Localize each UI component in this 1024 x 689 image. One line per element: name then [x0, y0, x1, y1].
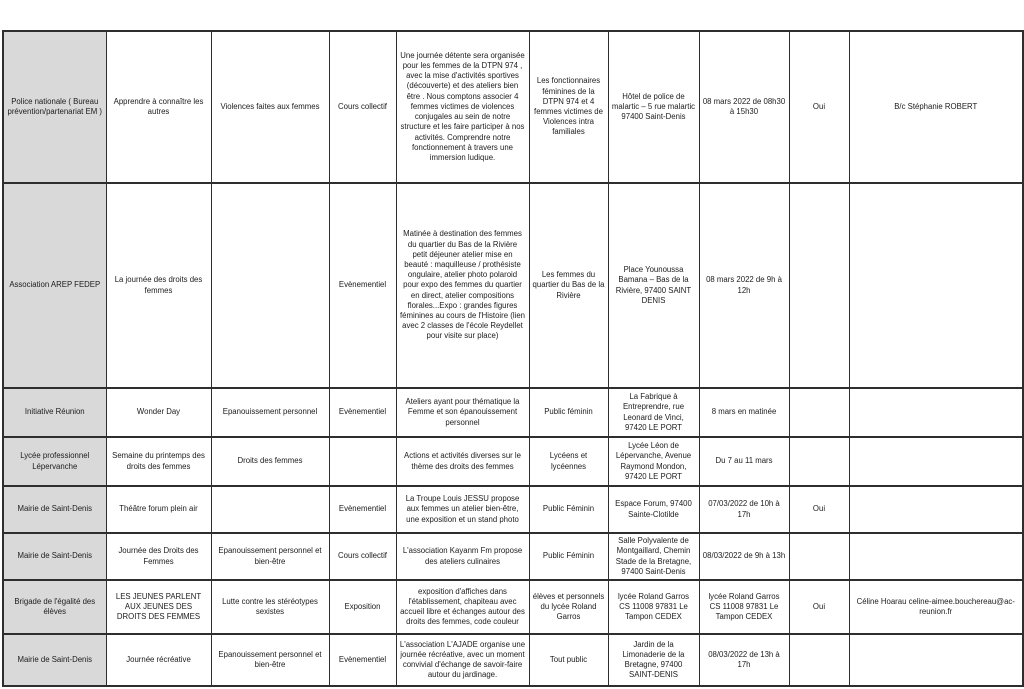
cell-open-to-public: [789, 183, 849, 388]
cell-date: Du 7 au 11 mars: [699, 437, 789, 486]
cell-description: L'association L'AJADE organise une journée récréative, avec un moment convivial d'échange de savoir-faire autour du jardinage.: [396, 634, 529, 686]
cell-contact: [849, 486, 1023, 533]
cell-public: Public Féminin: [529, 486, 608, 533]
cell-type: Evènementiel: [329, 486, 396, 533]
cell-date: 08 mars 2022 de 08h30 à 15h30: [699, 31, 789, 183]
cell-open-to-public: Oui: [789, 31, 849, 183]
cell-type: [329, 437, 396, 486]
cell-date: lycée Roland Garros CS 11008 97831 Le Tampon CEDEX: [699, 580, 789, 634]
cell-public: Public Féminin: [529, 533, 608, 580]
cell-open-to-public: [789, 437, 849, 486]
table-row: [3, 31, 1023, 183]
cell-location: Place Younoussa Bamana – Bas de la Rivière, 97400 SAINT DENIS: [608, 183, 699, 388]
cell-action-title: Théâtre forum plein air: [106, 486, 211, 533]
cell-public: Tout public: [529, 634, 608, 686]
events-table: [2, 30, 1024, 687]
cell-description: exposition d'affiches dans l'établissement, chapiteau avec accueil libre et échanges autour des droits des femmes, code couleur: [396, 580, 529, 634]
cell-open-to-public: [789, 634, 849, 686]
cell-action-title: Journée récréative: [106, 634, 211, 686]
cell-location: lycée Roland Garros CS 11008 97831 Le Tampon CEDEX: [608, 580, 699, 634]
cell-theme: Droits des femmes: [211, 437, 329, 486]
cell-action-title: LES JEUNES PARLENT AUX JEUNES DES DROITS DES FEMMES: [106, 580, 211, 634]
table-row: [3, 486, 1023, 533]
cell-location: Lycée Léon de Lépervanche, Avenue Raymond Mondon, 97420 LE PORT: [608, 437, 699, 486]
cell-description: L'association Kayanm Fm propose des ateliers culinaires: [396, 533, 529, 580]
cell-date: 08/03/2022 de 9h à 13h: [699, 533, 789, 580]
cell-type: Cours collectif: [329, 533, 396, 580]
cell-action-title: La journée des droits des femmes: [106, 183, 211, 388]
cell-description: Une journée détente sera organisée pour les femmes de la DTPN 974 , avec la mise d'activités sportives (découverte) et des ateliers bien être . Nous comptons associer 4 femmes victimes de violences conjugales au sein de notre structure et les faire participer à nos activités. Comprendre notre fonctionnement à travers une immersion ludique.: [396, 31, 529, 183]
cell-contact: [849, 533, 1023, 580]
table-row: [3, 533, 1023, 580]
cell-theme: Lutte contre les stéréotypes sexistes: [211, 580, 329, 634]
cell-public: élèves et personnels du lycée Roland Garros: [529, 580, 608, 634]
cell-public: Les femmes du quartier du Bas de la Rivière: [529, 183, 608, 388]
cell-date: 8 mars en matinée: [699, 388, 789, 437]
cell-contact: [849, 437, 1023, 486]
table-row: [3, 634, 1023, 686]
cell-theme: [211, 183, 329, 388]
cell-contact: B/c Stéphanie ROBERT: [849, 31, 1023, 183]
cell-location: Espace Forum, 97400 Sainte-Clotilde: [608, 486, 699, 533]
cell-organization: Mairie de Saint-Denis: [3, 486, 106, 533]
cell-organization: Lycée professionnel Lépervanche: [3, 437, 106, 486]
cell-organization: Initiative Réunion: [3, 388, 106, 437]
cell-description: La Troupe Louis JESSU propose aux femmes un atelier bien-être, une exposition et un stand photo: [396, 486, 529, 533]
cell-contact: [849, 183, 1023, 388]
cell-public: Les fonctionnaires féminines de la DTPN 974 et 4 femmes victimes de Violences intra familiales: [529, 31, 608, 183]
cell-open-to-public: [789, 533, 849, 580]
cell-location: Jardin de la Limonaderie de la Bretagne, 97400 SAINT-DENIS: [608, 634, 699, 686]
cell-organization: Mairie de Saint-Denis: [3, 533, 106, 580]
cell-action-title: Journée des Droits des Femmes: [106, 533, 211, 580]
cell-location: Hôtel de police de malartic – 5 rue malartic 97400 Saint-Denis: [608, 31, 699, 183]
cell-open-to-public: [789, 388, 849, 437]
cell-action-title: Semaine du printemps des droits des femmes: [106, 437, 211, 486]
cell-description: Actions et activités diverses sur le thème des droits des femmes: [396, 437, 529, 486]
cell-theme: Epanouissement personnel et bien-être: [211, 533, 329, 580]
cell-organization: Police nationale ( Bureau prévention/partenariat EM ): [3, 31, 106, 183]
cell-public: Lycéens et lycéennes: [529, 437, 608, 486]
cell-theme: Epanouissement personnel et bien-être: [211, 634, 329, 686]
table-row: [3, 437, 1023, 486]
table-row: [3, 580, 1023, 634]
cell-date: 08 mars 2022 de 9h à 12h: [699, 183, 789, 388]
cell-description: Matinée à destination des femmes du quartier du Bas de la Rivière petit déjeuner atelier mise en beauté : maquilleuse / prothésiste ongulaire, atelier photo polaroid pour expo des femmes du quartier en direct, atelier compositions florales...Expo : grandes figures féminines au cours de l'Histoire (lien avec 2 classes de l'école Reydellet pour visite sur place): [396, 183, 529, 388]
cell-public: Public féminin: [529, 388, 608, 437]
cell-contact: [849, 634, 1023, 686]
cell-contact: Céline Hoarau celine-aimee.bouchereau@ac-reunion.fr: [849, 580, 1023, 634]
cell-open-to-public: Oui: [789, 486, 849, 533]
cell-theme: [211, 486, 329, 533]
cell-date: 07/03/2022 de 10h à 17h: [699, 486, 789, 533]
cell-theme: Violences faites aux femmes: [211, 31, 329, 183]
cell-organization: Association AREP FEDEP: [3, 183, 106, 388]
cell-location: Salle Polyvalente de Montgaillard, Chemin Stade de la Bretagne, 97400 Saint-Denis: [608, 533, 699, 580]
cell-action-title: Apprendre à connaître les autres: [106, 31, 211, 183]
cell-type: Evènementiel: [329, 634, 396, 686]
cell-location: La Fabrique à Entreprendre, rue Leonard de Vinci, 97420 LE PORT: [608, 388, 699, 437]
cell-type: Exposition: [329, 580, 396, 634]
cell-action-title: Wonder Day: [106, 388, 211, 437]
cell-organization: Brigade de l'égalité des élèves: [3, 580, 106, 634]
cell-description: Ateliers ayant pour thématique la Femme et son épanouissement personnel: [396, 388, 529, 437]
cell-type: Cours collectif: [329, 31, 396, 183]
cell-type: Evènementiel: [329, 388, 396, 437]
cell-type: Evènementiel: [329, 183, 396, 388]
table-row: [3, 183, 1023, 388]
cell-theme: Epanouissement personnel: [211, 388, 329, 437]
cell-organization: Mairie de Saint-Denis: [3, 634, 106, 686]
cell-date: 08/03/2022 de 13h à 17h: [699, 634, 789, 686]
cell-open-to-public: Oui: [789, 580, 849, 634]
cell-contact: [849, 388, 1023, 437]
table-row: [3, 388, 1023, 437]
